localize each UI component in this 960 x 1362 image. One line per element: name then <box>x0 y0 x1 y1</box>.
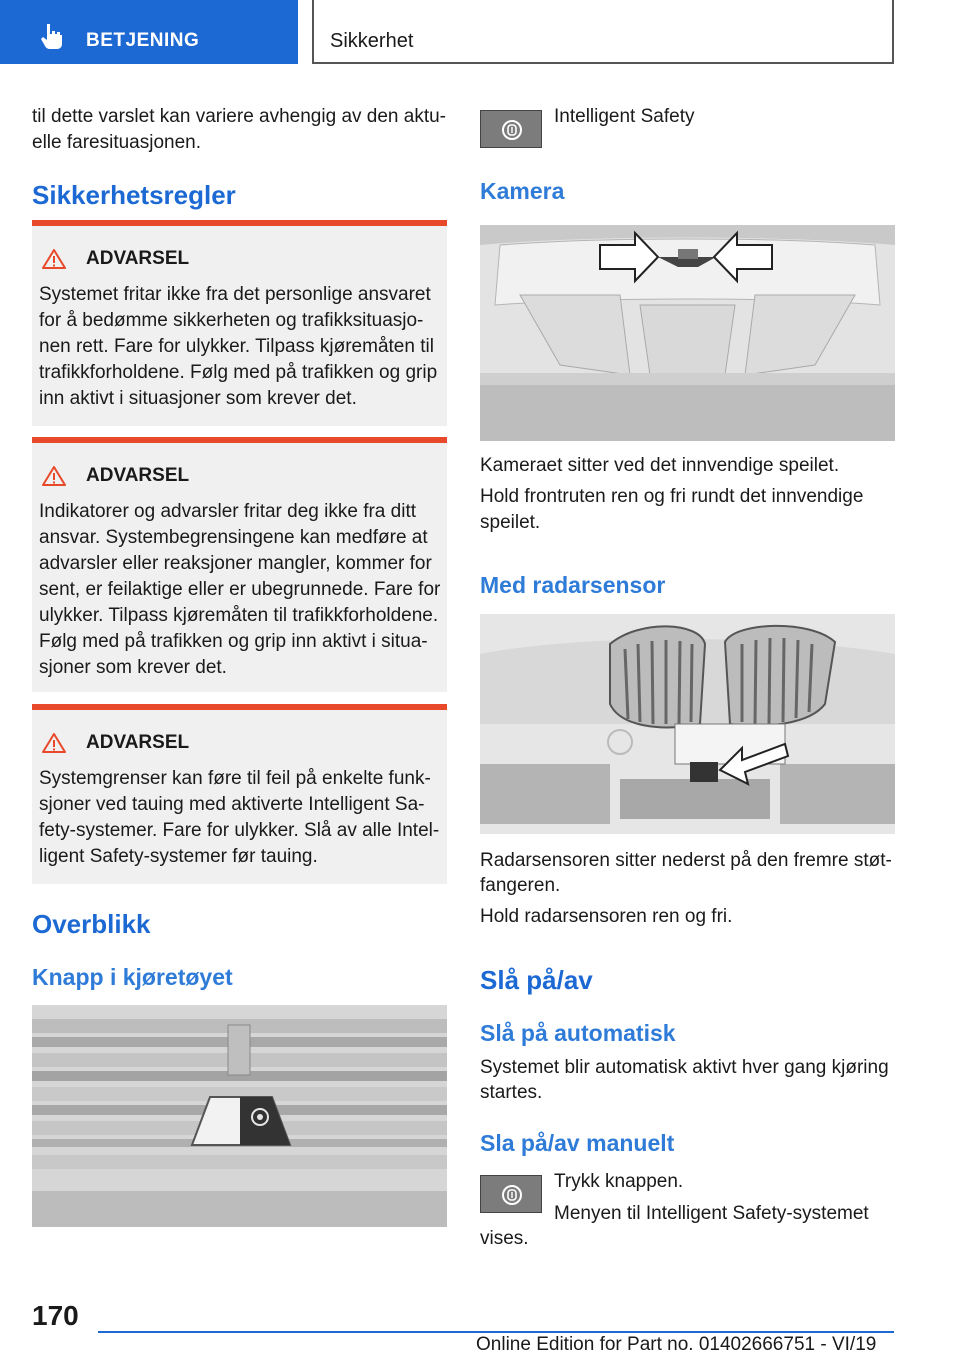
warning-text-line: ansvar. Systembegrensingene kan medføre at <box>39 527 428 548</box>
warning-box <box>32 437 447 692</box>
heading-radar: Med radarsensor <box>480 572 666 598</box>
warning-triangle-icon <box>42 732 66 754</box>
warning-text-line: sent, er feilaktige eller er ubegrunnede. Fare for <box>39 579 441 600</box>
warning-triangle-icon <box>42 465 66 487</box>
radar-location-image <box>480 614 895 834</box>
warning-text-line: inn aktivt i situasjoner som krever det. <box>39 388 357 409</box>
intro-text-line: elle faresituasjonen. <box>32 132 201 153</box>
camera-text: speilet. <box>480 512 541 533</box>
heading-on-off: Slå på/av <box>480 965 593 995</box>
warning-text-line: nen rett. Fare for ulykker. Tilpass kjøremåten til <box>39 336 434 357</box>
radar-text: Radarsensoren sitter nederst på den fremre støt- <box>480 850 892 871</box>
footer-edition: Online Edition for Part no. 01402666751 - VI/19 <box>476 1334 877 1355</box>
camera-text: Kameraet sitter ved det innvendige speilet. <box>480 455 840 476</box>
intelligent-safety-button-icon <box>480 110 542 148</box>
subheading-automatic: Slå på automatisk <box>480 1020 676 1046</box>
warning-text-line: trafikkforholdene. Følg med på trafikken og grip <box>39 362 438 383</box>
warning-text-line: Systemgrenser kan føre til feil på enkelte funk- <box>39 768 431 789</box>
warning-title: ADVARSEL <box>86 248 190 269</box>
chapter-header <box>312 0 894 64</box>
manual-text: vises. <box>480 1228 529 1249</box>
warning-text-line: ulykker. Tilpass kjøremåten til trafikkforholdene. <box>39 605 439 626</box>
warning-text-line: Indikatorer og advarsler fritar deg ikke fra ditt <box>39 501 417 522</box>
camera-text: Hold frontruten ren og fri rundt det innvendige <box>480 486 864 507</box>
heading-overview: Overblikk <box>32 909 151 939</box>
warning-text-line: sjoner ved tauing med aktiverte Intelligent Sa- <box>39 794 425 815</box>
chapter-label: Sikkerhet <box>330 30 414 52</box>
manual-text: Menyen til Intelligent Safety-systemet <box>554 1203 869 1224</box>
warning-text-line: sjoner som krever det. <box>39 657 227 678</box>
heading-safety-rules: Sikkerhetsregler <box>32 180 236 210</box>
heading-camera: Kamera <box>480 178 565 204</box>
warning-text-line: Følg med på trafikken og grip inn aktivt i situa- <box>39 631 428 652</box>
warning-text-line: advarsler eller reaksjoner mangler, kommer for <box>39 553 432 574</box>
section-label: BETJENING <box>86 30 200 51</box>
warning-box <box>32 704 447 884</box>
intelligent-safety-button-icon <box>480 1175 542 1213</box>
warning-text-line: for å bedømme sikkerheten og trafikksituasjo- <box>39 310 424 331</box>
warning-text-line: ligent Safety-systemer før tauing. <box>39 846 318 867</box>
intro-text-line: til dette varslet kan variere avhengig av den aktu- <box>32 106 447 127</box>
warning-title: ADVARSEL <box>86 465 190 486</box>
auto-text: Systemet blir automatisk aktivt hver gang kjøring <box>480 1057 889 1078</box>
warning-triangle-icon <box>42 248 66 270</box>
section-tab <box>0 0 298 64</box>
auto-text: startes. <box>480 1082 543 1103</box>
radar-text: fangeren. <box>480 875 561 896</box>
subheading-manual: Sla på/av manuelt <box>480 1130 675 1156</box>
warning-text-line: fety-systemer. Fare for ulykker. Slå av alle Intel- <box>39 820 440 841</box>
warning-title: ADVARSEL <box>86 732 190 753</box>
page-number: 170 <box>32 1300 79 1331</box>
warning-text-line: Systemet fritar ikke fra det personlige ansvaret <box>39 284 431 305</box>
hand-pointer-icon <box>38 22 66 50</box>
button-caption: Intelligent Safety <box>554 106 695 127</box>
warning-box <box>32 220 447 426</box>
button-location-image <box>32 1005 447 1227</box>
radar-text: Hold radarsensoren ren og fri. <box>480 906 733 927</box>
subheading-button-in-vehicle: Knapp i kjøretøyet <box>32 964 233 990</box>
camera-location-image <box>480 225 895 441</box>
manual-text: Trykk knappen. <box>554 1171 684 1192</box>
footer-divider <box>98 1331 894 1333</box>
